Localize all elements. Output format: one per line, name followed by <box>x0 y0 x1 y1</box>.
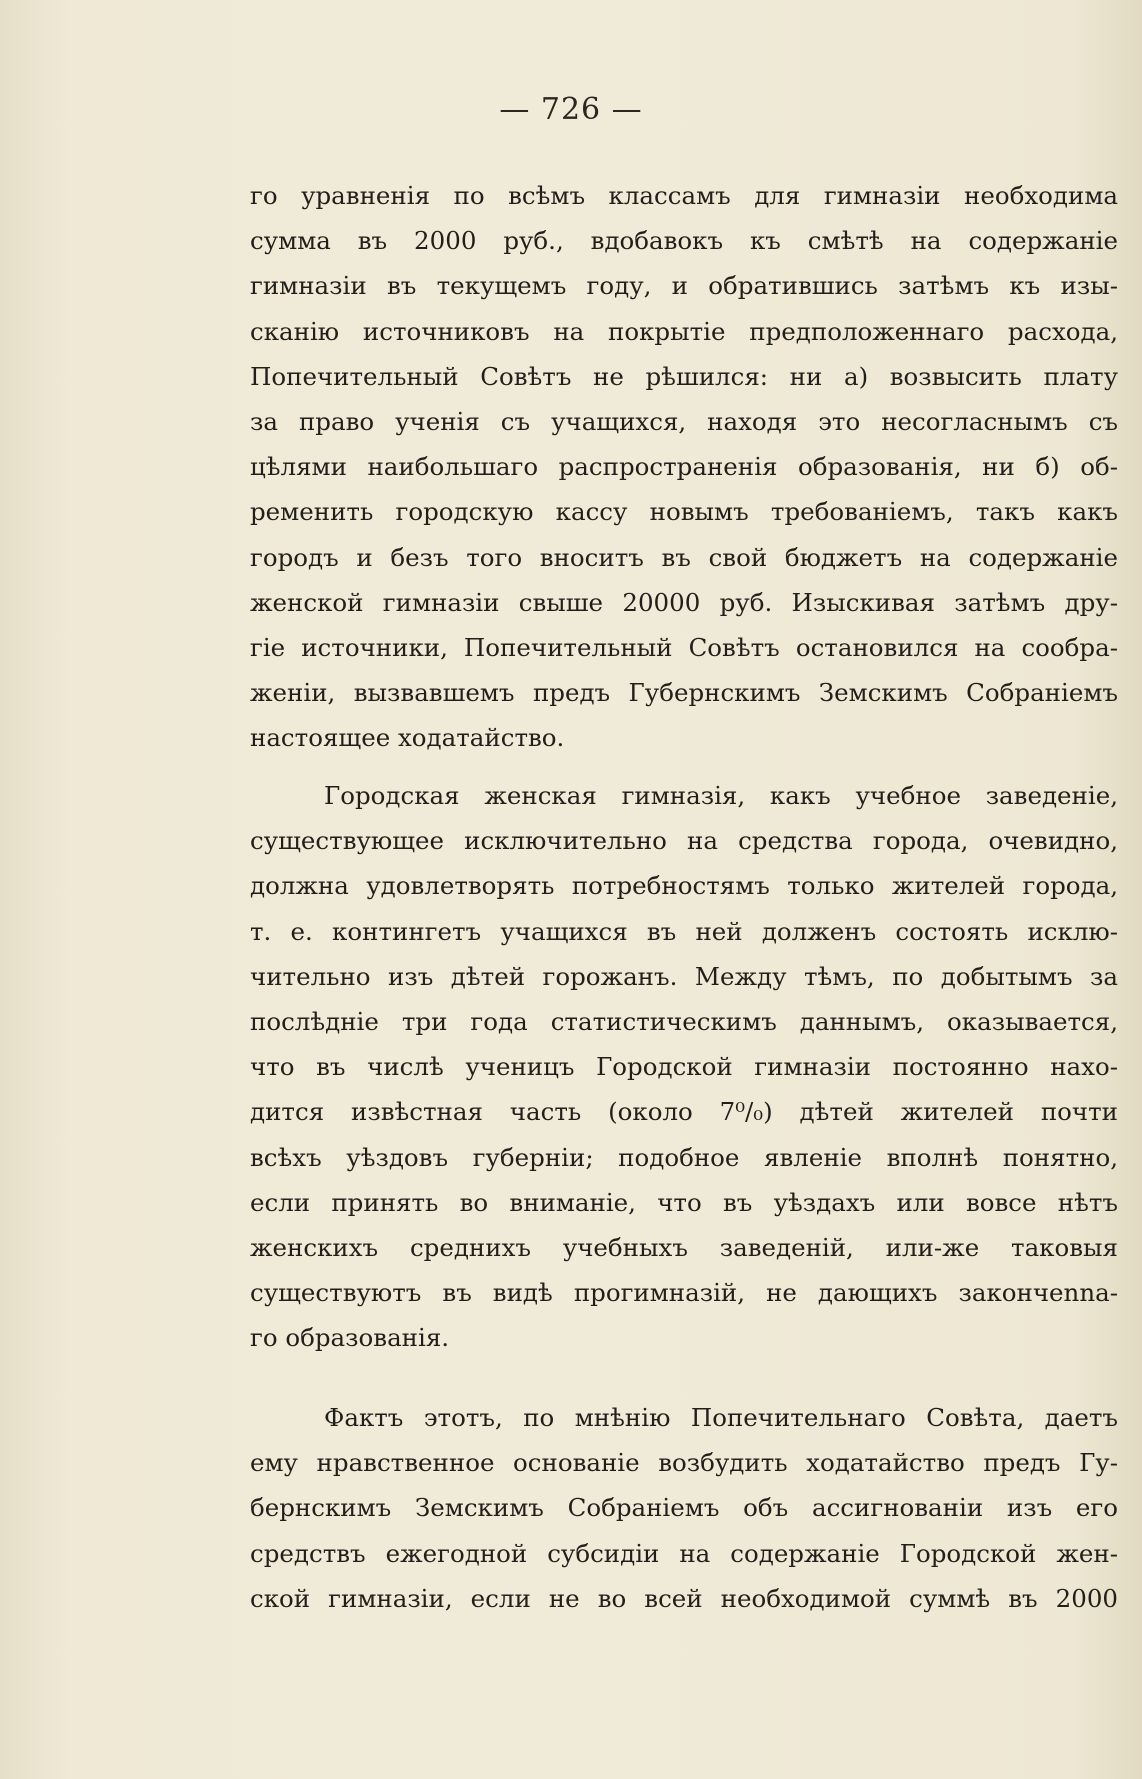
paragraph-1 <box>250 173 1118 760</box>
text-line: ской гимназіи, если не во всей необходимой суммѣ въ 2000 <box>250 1583 1118 1613</box>
text-line: цѣлями наибольшаго распространенія образованія, ни б) об- <box>250 452 1118 482</box>
text-line: если принять во вниманіе, что въ уѣздахъ или вовсе нѣтъ <box>250 1187 1118 1217</box>
text-line: существующее исключительно на средства города, очевидно, <box>250 826 1118 856</box>
text-line: средствъ ежегодной субсидіи на содержаніе Городской жен- <box>250 1538 1118 1568</box>
text-line: женіи, вызвавшемъ предъ Губернскимъ Земскимъ Собраніемъ <box>250 678 1118 708</box>
text-line: Попечительный Совѣтъ не рѣшился: ни а) возвысить плату <box>250 361 1118 391</box>
text-line: чительно изъ дѣтей горожанъ. Между тѣмъ, по добытымъ за <box>250 961 1118 991</box>
text-line: гимназіи въ текущемъ году, и обратившись затѣмъ къ изы- <box>250 271 1118 301</box>
text-line: бернскимъ Земскимъ Собраніемъ объ ассигнованіи изъ его <box>250 1493 1118 1523</box>
text-line: настоящее ходатайство. <box>250 723 565 753</box>
text-line: ременить городскую кассу новымъ требованіемъ, такъ какъ <box>250 497 1118 527</box>
page-number: — 726 — <box>499 92 643 127</box>
text-line: должна удовлетворять потребностямъ только жителей города, <box>250 871 1118 901</box>
text-line: го уравненія по всѣмъ классамъ для гимназіи необходима <box>250 181 1118 210</box>
text-line: женскихъ среднихъ учебныхъ заведеній, или-же таковыя <box>250 1232 1118 1262</box>
paragraph-2 <box>250 773 1118 1360</box>
text-line: сумма въ 2000 руб., вдобавокъ къ смѣтѣ на содержаніе <box>250 226 1118 256</box>
text-line: что въ числѣ ученицъ Городской гимназіи постоянно нахо- <box>250 1052 1118 1082</box>
text-line: сканію источниковъ на покрытіе предположеннаго расхода, <box>250 316 1118 346</box>
text-line: ему нравственное основаніе возбудить ходатайство предъ Гу- <box>250 1448 1118 1478</box>
text-line: дится извѣстная часть (около 7⁰/₀) дѣтей жителей почти <box>250 1097 1118 1127</box>
text-line: Городская женская гимназія, какъ учебное заведеніе, <box>324 781 1118 810</box>
text-line: го образованія. <box>250 1323 450 1353</box>
text-line: т. е. контингетъ учащихся въ ней долженъ состоять исклю- <box>250 916 1118 946</box>
paragraph-3 <box>250 1395 1118 1621</box>
text-line: городъ и безъ того вноситъ въ свой бюджетъ на содержаніе <box>250 542 1118 572</box>
text-line: всѣхъ уѣздовъ губерніи; подобное явленіе вполнѣ понятно, <box>250 1142 1118 1172</box>
text-line: за право ученія съ учащихся, находя это несогласнымъ съ <box>250 406 1118 436</box>
text-line: Фактъ этотъ, по мнѣнію Попечительнаго Совѣта, даетъ <box>324 1403 1118 1432</box>
text-line: послѣдніе три года статистическимъ даннымъ, оказывается, <box>250 1006 1118 1036</box>
text-line: гіе источники, Попечительный Совѣтъ остановился на сообра- <box>250 632 1118 662</box>
text-line: женской гимназіи свыше 20000 руб. Изыскивая затѣмъ дру- <box>250 587 1118 617</box>
text-line: существуютъ въ видѣ прогимназій, не дающихъ закончenna- <box>250 1278 1118 1308</box>
